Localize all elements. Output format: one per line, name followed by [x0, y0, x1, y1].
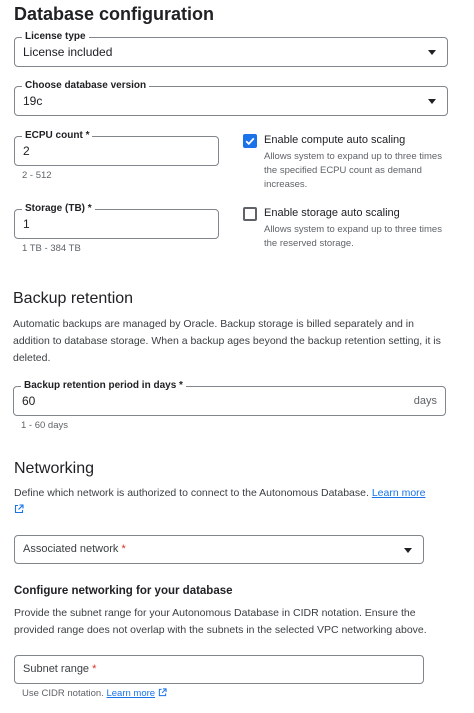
backup-retention-period-value: 60 [22, 394, 36, 408]
database-version-label: Choose database version [22, 80, 149, 91]
ecpu-count-value: 2 [23, 144, 30, 158]
storage-auto-scaling-checkbox[interactable] [243, 207, 257, 221]
backup-retention-period-input[interactable] [13, 380, 446, 416]
external-link-icon[interactable] [14, 504, 24, 514]
compute-auto-scaling-description: Allows system to expand up to three times the specified ECPU count as demand increases. [264, 151, 442, 190]
database-version-select[interactable] [14, 80, 448, 116]
storage-auto-scaling-label: Enable storage auto scaling [264, 207, 400, 219]
section-title-backup-retention: Backup retention [13, 290, 134, 307]
storage-value: 1 [23, 217, 30, 231]
associated-network-placeholder: Associated network * [23, 543, 126, 555]
external-link-icon[interactable] [158, 688, 167, 697]
storage-helper: 1 TB - 384 TB [22, 243, 81, 254]
backup-retention-period-helper: 1 - 60 days [21, 420, 68, 431]
dropdown-caret-icon [404, 548, 412, 553]
dropdown-caret-icon [428, 50, 436, 55]
backup-retention-period-label: Backup retention period in days * [21, 380, 186, 391]
configure-networking-title: Configure networking for your database [14, 585, 233, 597]
dropdown-caret-icon [428, 99, 436, 104]
license-type-select[interactable] [14, 31, 448, 67]
section-title-database-configuration: Database configuration [14, 4, 215, 24]
database-version-value: 19c [23, 94, 43, 108]
ecpu-count-input[interactable] [14, 130, 219, 166]
cidr-learn-more-link[interactable]: Learn more [106, 688, 156, 699]
subnet-range-input[interactable] [14, 655, 424, 684]
networking-learn-more-link[interactable]: Learn more [371, 487, 426, 499]
compute-auto-scaling-checkbox[interactable] [243, 134, 257, 148]
compute-auto-scaling-label: Enable compute auto scaling [264, 134, 406, 146]
ecpu-count-helper: 2 - 512 [22, 170, 52, 181]
configure-networking-description: Provide the subnet range for your Autonomous Database in CIDR notation. Ensure the provided range does not overlap with the subnets in the selected VPC networking above. [14, 607, 427, 636]
checkbox-checked-icon [244, 135, 256, 147]
storage-auto-scaling-description: Allows system to expand up to three times the reserved storage. [264, 224, 442, 249]
associated-network-select[interactable] [14, 535, 424, 564]
license-type-value: License included [23, 45, 113, 59]
subnet-range-placeholder: Subnet range * [23, 663, 97, 675]
networking-description: Define which network is authorized to connect to the Autonomous Database. Learn more [14, 485, 434, 519]
backup-retention-period-suffix: days [413, 395, 437, 407]
storage-label: Storage (TB) * [22, 203, 95, 214]
license-type-label: License type [22, 31, 89, 42]
storage-input[interactable] [14, 203, 219, 239]
ecpu-count-label: ECPU count * [22, 130, 92, 141]
backup-retention-description: Automatic backups are managed by Oracle. Backup storage is billed separately and in addition to database storage. When a backup ages beyond the backup retention setting, it is deleted. [13, 318, 441, 364]
cidr-helper: Use CIDR notation. Learn more [22, 688, 167, 699]
section-title-networking: Networking [14, 460, 95, 477]
